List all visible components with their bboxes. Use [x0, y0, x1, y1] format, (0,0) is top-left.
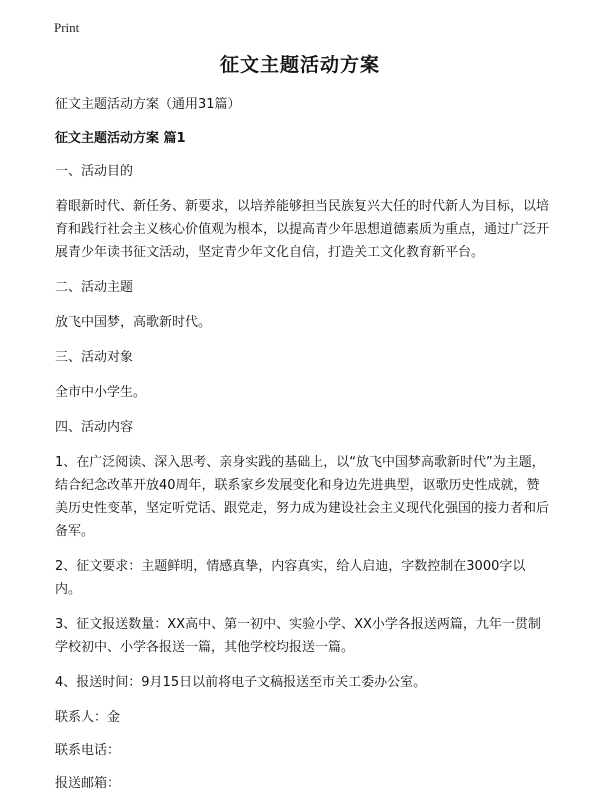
print-link[interactable]: Print	[54, 20, 80, 35]
content-item-1: 1、在广泛阅读、深入思考、亲身实践的基础上，以“放飞中国梦高歌新时代”为主题，结合纪念改革开放40周年，联系家乡发展变化和身边先进典型，讴歌历史性成就，赞美历史性变革，坚定听党话、跟党走，努力成为建设社会主义现代化强国的接力者和后备军。	[55, 455, 550, 539]
section-heading-theme: 二、活动主题	[55, 280, 134, 295]
contact-person: 联系人：金	[55, 710, 121, 725]
section-heading-audience: 三、活动对象	[55, 350, 134, 365]
document-title: 征文主题活动方案	[219, 54, 380, 76]
audience-paragraph: 全市中小学生。	[55, 385, 147, 400]
document-body	[55, 93, 549, 805]
document-subtitle: 征文主题活动方案（通用31篇）	[55, 97, 241, 112]
contact-email: 报送邮箱：	[55, 776, 121, 791]
content-item-2: 2、征文要求：主题鲜明，情感真挚，内容真实，给人启迪，字数控制在3000字以内。	[55, 559, 526, 597]
purpose-paragraph: 着眼新时代、新任务、新要求，以培养能够担当民族复兴大任的时代新人为目标，以培育和践行社会主义核心价值观为根本，以提高青少年思想道德素质为重点，通过广泛开展青少年读书征文活动，坚定青少年文化自信，打造关工文化教育新平台。	[55, 199, 550, 260]
section-heading-content: 四、活动内容	[55, 420, 134, 435]
section-heading-purpose: 一、活动目的	[55, 164, 134, 179]
content-item-4: 4、报送时间：9月15日以前将电子文稿报送至市关工委办公室。	[55, 675, 427, 690]
content-item-3: 3、征文报送数量：XX高中、第一初中、实验小学、XX小学各报送两篇，九年一贯制学校初中、小学各报送一篇，其他学校均报送一篇。	[55, 617, 541, 655]
article-title: 征文主题活动方案 篇1	[55, 131, 186, 146]
contact-phone: 联系电话：	[55, 743, 121, 758]
theme-paragraph: 放飞中国梦，高歌新时代。	[55, 315, 212, 330]
